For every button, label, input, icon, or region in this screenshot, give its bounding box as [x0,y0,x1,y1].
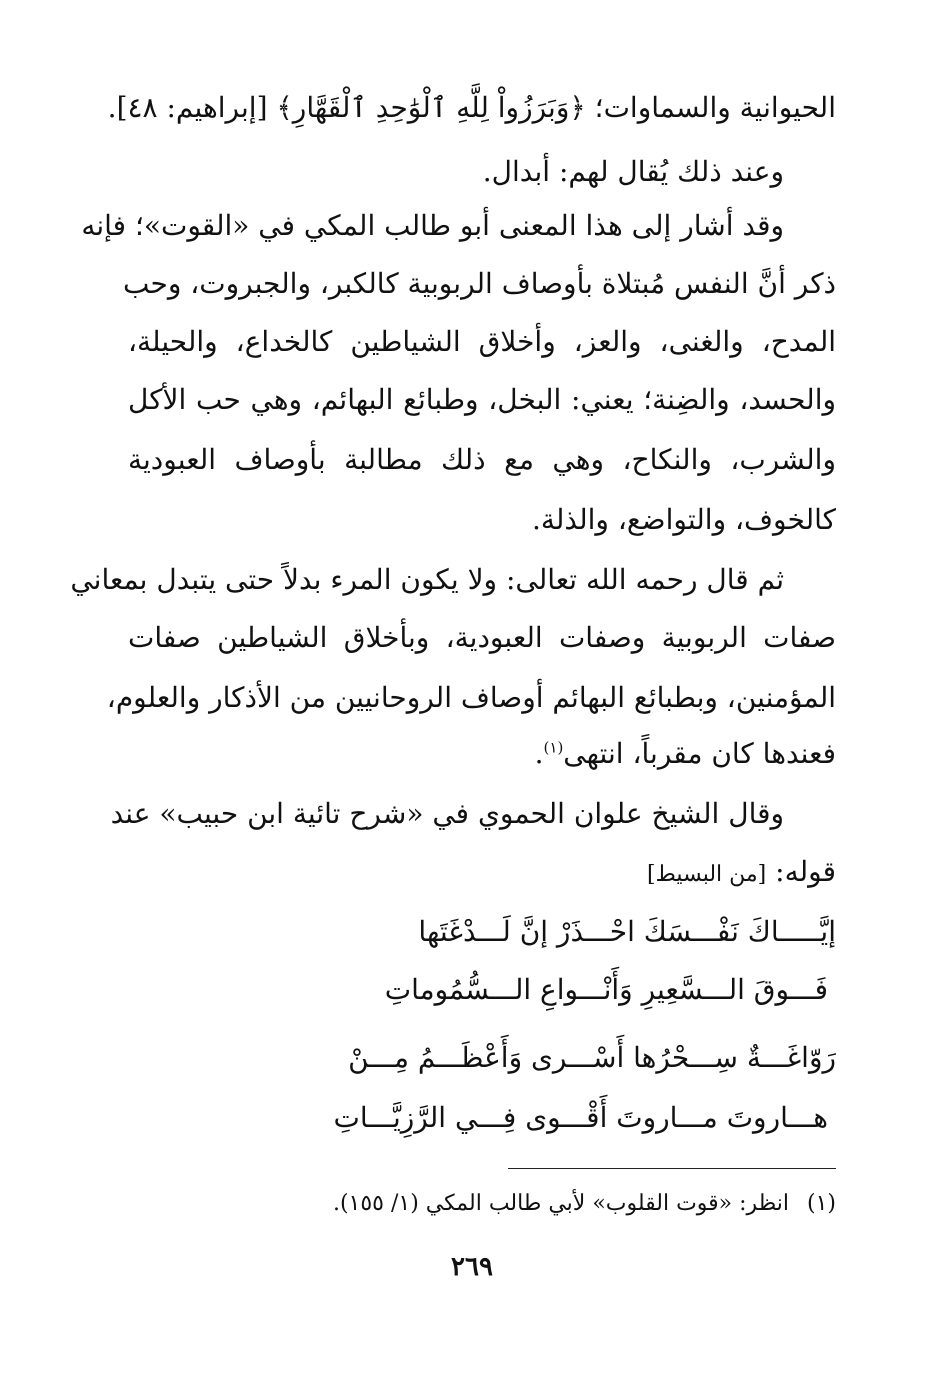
text-line-12-period: . [534,737,544,770]
text-line-12 [535,734,836,774]
footnote-number: (١) [806,1191,836,1216]
text-line-7: والشرب، والنكاح، وهي مع ذلك مطالبة بأوصاف العبودية [128,443,836,476]
text-line-12-body: فعندها كان مقرباً، انتهى [563,737,836,770]
text-line-2: وعند ذلك يُقال لهم: أبدال. [482,155,784,188]
page-number: ٢٦٩ [451,1252,493,1282]
text-line-11: المؤمنين، وبطبائع البهائم أوصاف الروحانيين من الأذكار والعلوم، [106,681,836,714]
verse-line-3: رَوّاغَـــةٌ سِـــحْرُها أَسْـــرى وَأَعْظَـــمُ مِـــنْ [348,1041,836,1074]
text-line-14 [647,852,836,892]
meter-label: [من البسيط] [646,862,767,887]
text-line-4: ذكر أنَّ النفس مُبتلاة بأوصاف الربوبية كالكبر، والجبروت، وحب [123,267,836,300]
text-line-10: صفات الربوبية وصفات العبودية، وبأخلاق الشياطين صفات [128,621,836,654]
text-line-13: وقال الشيخ علوان الحموي في «شرح تائية ابن حبيب» عند [110,797,784,830]
text-line-3: وقد أشار إلى هذا المعنى أبو طالب المكي في «القوت»؛ فإنه [81,209,784,242]
footnote-divider [508,1168,836,1169]
text-line-8: كالخوف، والتواضع، والذلة. [531,503,836,536]
verse-line-2: فَـــوقَ الـــسَّعِيرِ وَأَنْـــواعِ الـــسُّمُوماتِ [384,973,828,1006]
text-line-9: ثم قال رحمه الله تعالى: ولا يكون المرء بدلاً حتى يتبدل بمعاني [70,563,784,596]
footnote-reference[interactable]: (١) [543,738,564,757]
text-line-14-body: قوله: [775,855,836,888]
footnote-text: انظر: «قوت القلوب» لأبي طالب المكي (١/ ١٥٥). [332,1191,789,1216]
text-line-1: الحيوانية والسماوات؛ ﴿وَبَرَزُواْ لِلَّهِ ٱلْوَٰحِدِ ٱلْقَهَّارِ﴾ [إبراهيم: ٤٨]. [107,91,836,124]
text-line-6: والحسد، والضِنة؛ يعني: البخل، وطبائع البهائم، وهي حب الأكل [128,383,836,416]
verse-line-1: إيَّـــــاكَ نَفْـــسَكَ احْـــذَرْ إنَّ لَـــدْغَتَها [418,915,836,948]
verse-line-4: هـــاروتَ مـــاروتَ أَقْـــوى فِـــي الرَّزِيَّـــاتِ [333,1101,828,1134]
text-line-5: المدح، والغنى، والعز، وأخلاق الشياطين كالخداع، والحيلة، [128,325,836,358]
footnote [333,1188,836,1220]
